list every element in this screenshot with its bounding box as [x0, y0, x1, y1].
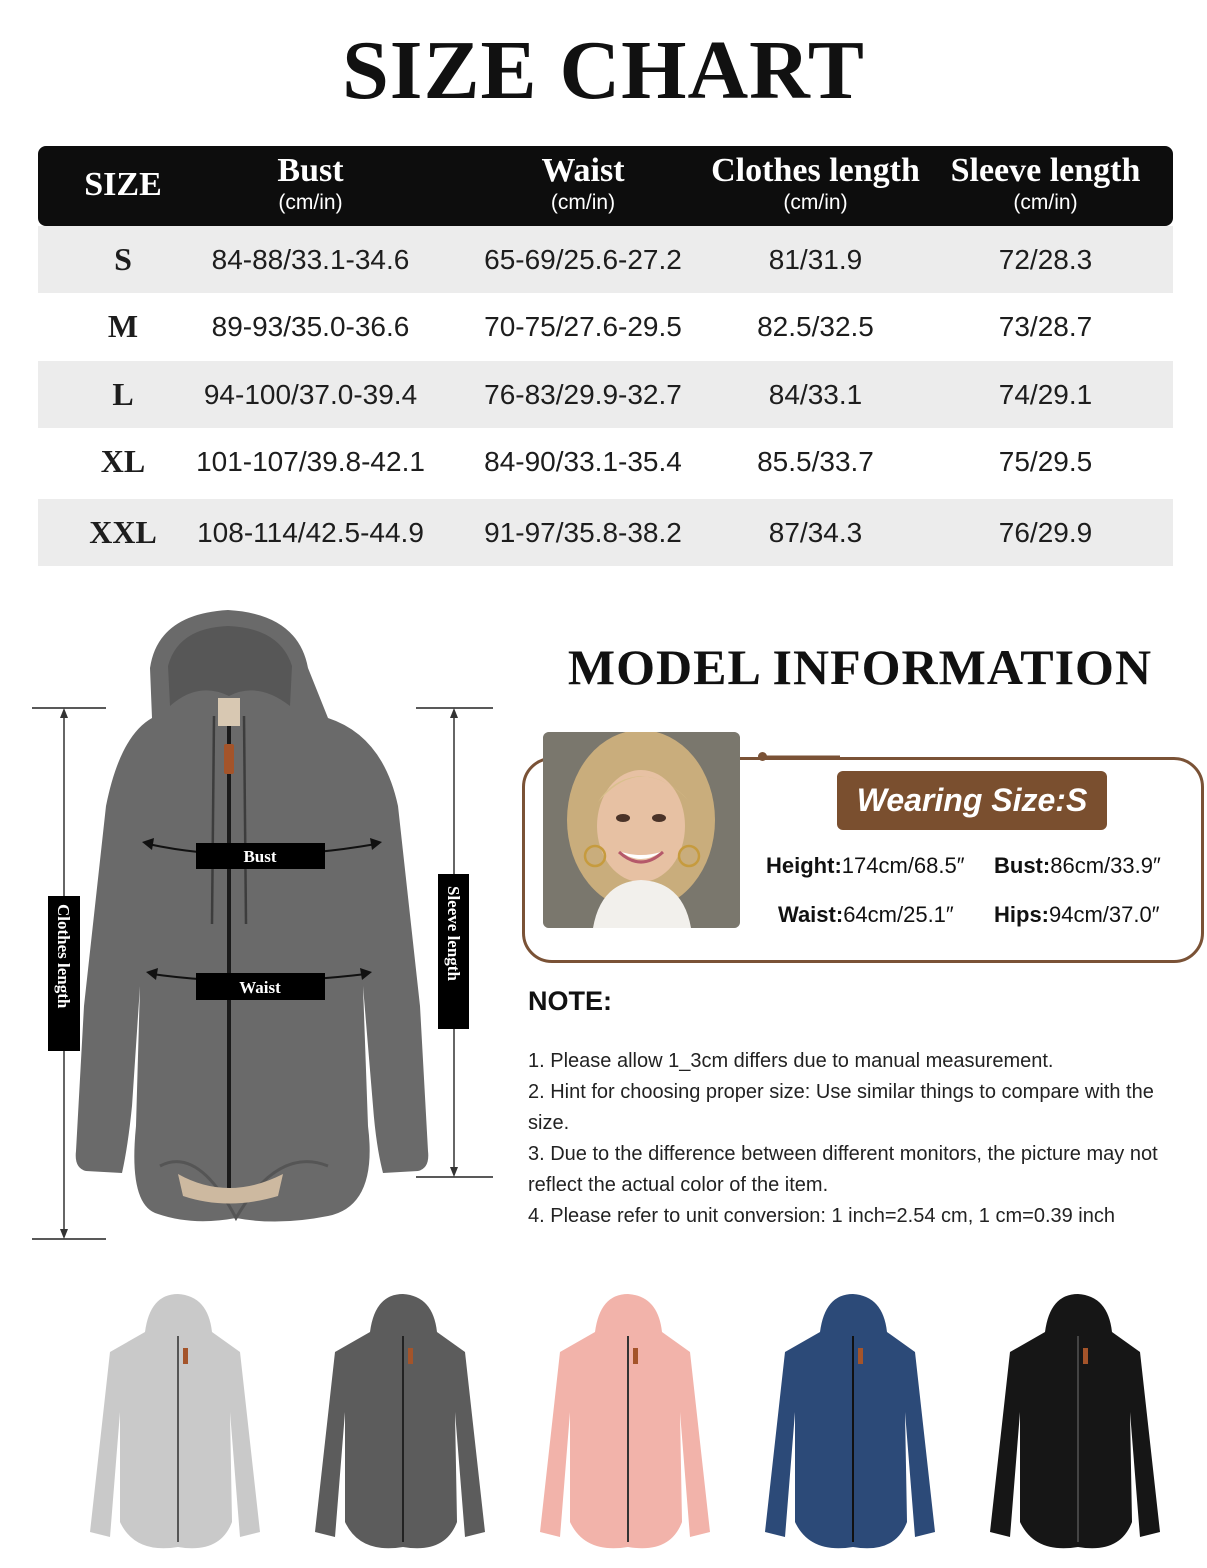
length-cell: 81/31.9: [768, 244, 863, 275]
table-row: [38, 361, 1173, 428]
size-cell: XXL: [89, 514, 157, 550]
page-title: SIZE CHART: [342, 24, 865, 117]
model-information-title: MODEL INFORMATION: [567, 639, 1153, 695]
waist-cell: 70-75/27.6-29.5: [484, 311, 682, 342]
clothes-length-label: Clothes length: [54, 904, 73, 1009]
note-item: 2. Hint for choosing proper size: Use similar things to compare with the size.: [528, 1081, 1154, 1134]
table-row: [38, 226, 1173, 293]
model-height: Height:174cm/68.5″: [766, 853, 965, 878]
waist-cell: 65-69/25.6-27.2: [484, 244, 682, 275]
sleeve-length-label: Sleeve length: [444, 886, 463, 981]
header-size: SIZE: [84, 166, 162, 203]
note-item: 4. Please refer to unit conversion: 1 inch=2.54 cm, 1 cm=0.39 inch: [528, 1205, 1115, 1227]
header-sleeve-length: Sleeve length (cm/in): [950, 152, 1141, 214]
table-row: [38, 499, 1173, 566]
size-cell: M: [107, 308, 139, 344]
note-title: NOTE:: [528, 986, 612, 1016]
sleeve-cell: 76/29.9: [998, 517, 1093, 548]
size-cell: L: [112, 376, 134, 412]
connector-line: [760, 754, 840, 760]
bust-cell: 108-114/42.5-44.9: [197, 517, 424, 548]
bust-label: Bust: [243, 847, 277, 866]
size-cell: S: [114, 241, 132, 277]
header-waist: Waist (cm/in): [541, 152, 625, 214]
size-cell: XL: [100, 443, 146, 479]
hoodie-measurement-diagram: [28, 606, 498, 1246]
model-waist: Waist:64cm/25.1″: [778, 902, 954, 927]
hoodie-light-gray-swatch[interactable]: [90, 1292, 260, 1557]
header-bust: Bust (cm/in): [277, 152, 344, 214]
bust-cell: 84-88/33.1-34.6: [211, 244, 410, 275]
sleeve-cell: 73/28.7: [998, 311, 1093, 342]
note-list: [528, 1046, 1198, 1232]
hoodie-graphic: [76, 610, 429, 1222]
waist-label: Waist: [239, 978, 281, 997]
table-row: [38, 428, 1173, 495]
bust-cell: 94-100/37.0-39.4: [203, 379, 418, 410]
length-cell: 87/34.3: [768, 517, 863, 548]
wearing-size-badge: Wearing Size:S: [837, 771, 1107, 830]
table-row: [38, 293, 1173, 360]
waist-cell: 84-90/33.1-35.4: [484, 446, 682, 477]
model-hips: Hips:94cm/37.0″: [994, 902, 1160, 927]
hoodie-navy-swatch[interactable]: [765, 1292, 935, 1557]
waist-cell: 76-83/29.9-32.7: [484, 379, 682, 410]
model-bust: Bust:86cm/33.9″: [994, 853, 1161, 878]
hoodie-pink-swatch[interactable]: [540, 1292, 710, 1557]
hoodie-dark-gray-swatch[interactable]: [315, 1292, 485, 1557]
sleeve-cell: 72/28.3: [998, 244, 1093, 275]
header-clothes-length: Clothes length (cm/in): [711, 152, 920, 214]
sleeve-cell: 75/29.5: [998, 446, 1093, 477]
waist-cell: 91-97/35.8-38.2: [484, 517, 682, 548]
length-cell: 85.5/33.7: [757, 446, 874, 477]
note-item: 1. Please allow 1_3cm differs due to manual measurement.: [528, 1050, 1054, 1072]
color-variants: [90, 1292, 1160, 1557]
length-cell: 82.5/32.5: [757, 311, 874, 342]
model-photo: [543, 732, 740, 928]
hoodie-black-swatch[interactable]: [990, 1292, 1160, 1557]
sleeve-cell: 74/29.1: [998, 379, 1093, 410]
length-cell: 84/33.1: [768, 379, 863, 410]
size-table-header: [38, 146, 1173, 226]
note-item: 3. Due to the difference between different monitors, the picture may not reflect the actual color of the item.: [528, 1143, 1158, 1196]
bust-cell: 89-93/35.0-36.6: [211, 311, 410, 342]
bust-cell: 101-107/39.8-42.1: [196, 446, 425, 477]
